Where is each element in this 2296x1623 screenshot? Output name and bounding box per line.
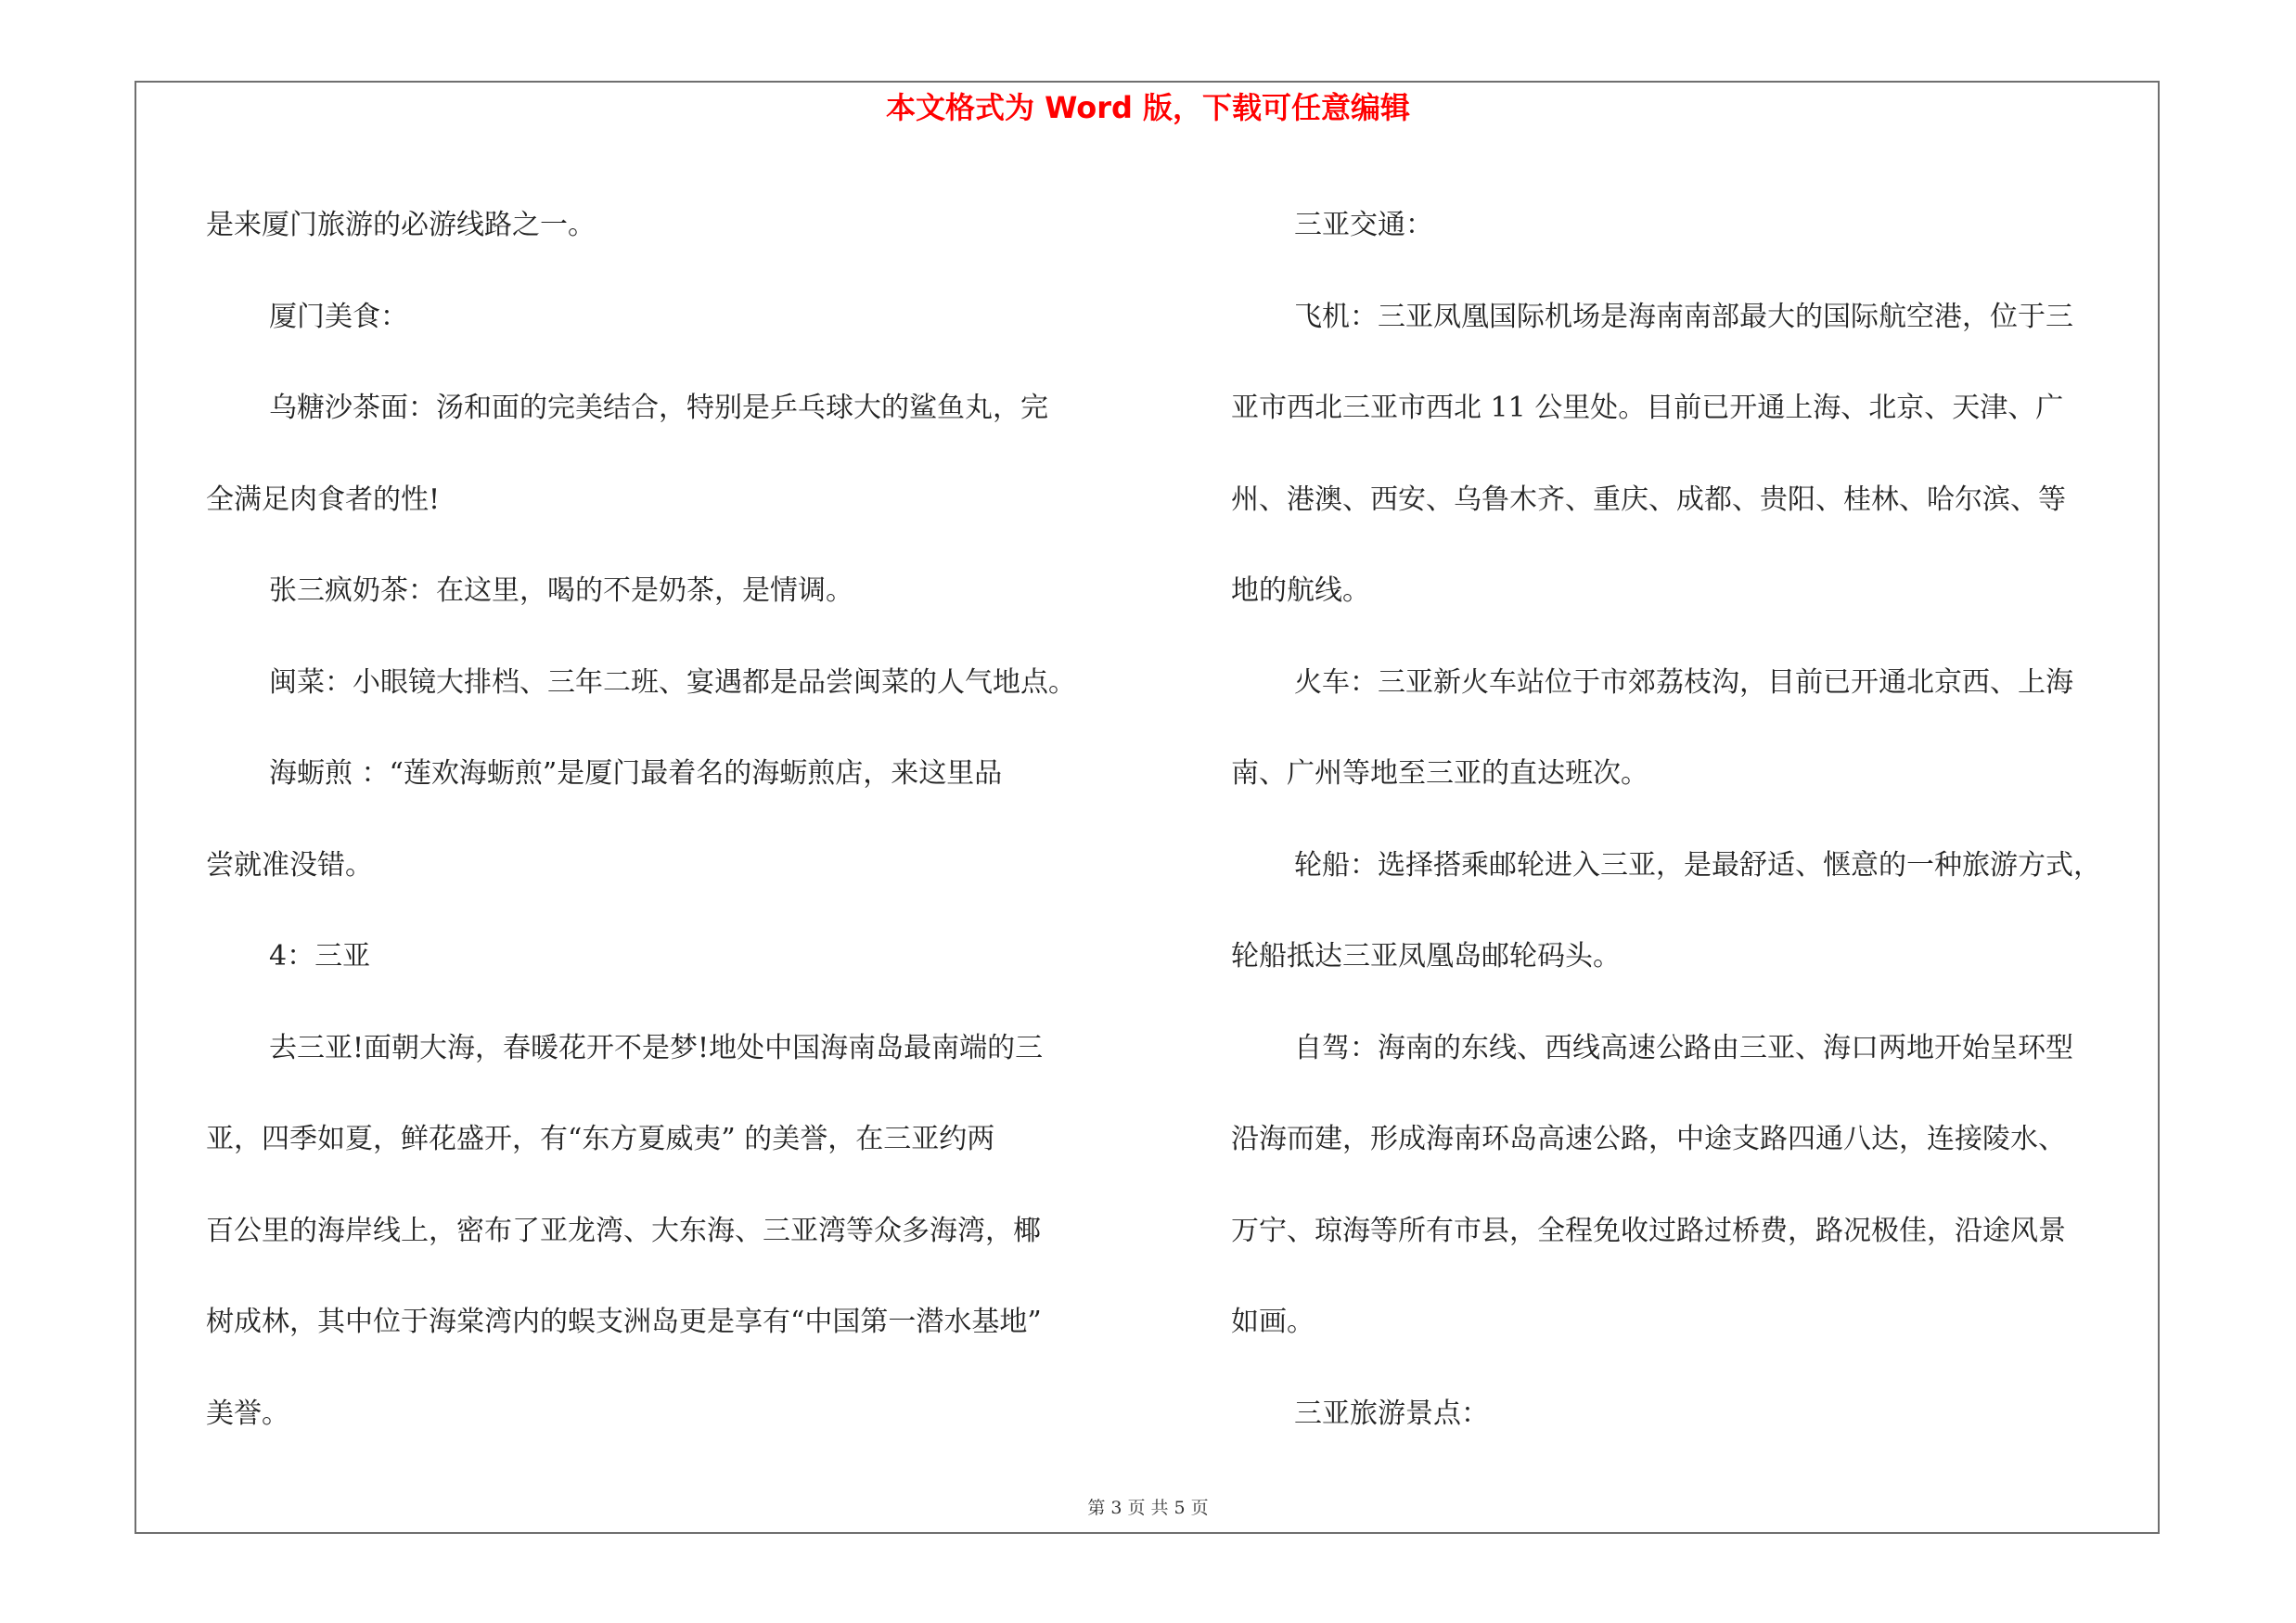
text-line: 飞机：三亚凤凰国际机场是海南南部最大的国际航空港，位于三 bbox=[1294, 300, 2073, 333]
page-header-notice: 本文格式为 Word 版，下载可任意编辑 bbox=[885, 90, 1411, 125]
footer-total-pages: 5 bbox=[1174, 1498, 1186, 1518]
text-line: 三亚交通： bbox=[1294, 209, 1433, 241]
text-line: 州、港澳、西安、乌鲁木齐、重庆、成都、贵阳、桂林、哈尔滨、等 bbox=[1231, 483, 2066, 516]
text-line: 海蛎煎 ：“莲欢海蛎煎”是厦门最着名的海蛎煎店，来这里品 bbox=[269, 757, 1003, 790]
text-line: 树成林，其中位于海棠湾内的蜈支洲岛更是享有“中国第一潜水基地” bbox=[206, 1306, 1042, 1338]
footer-suffix: 页 bbox=[1190, 1498, 1209, 1518]
text-line: 轮船抵达三亚凤凰岛邮轮码头。 bbox=[1231, 940, 1621, 973]
text-line: 自驾：海南的东线、西线高速公路由三亚、海口两地开始呈环型 bbox=[1294, 1031, 2073, 1064]
text-line: 尝就准没错。 bbox=[206, 848, 373, 882]
text-line: 百公里的海岸线上，密布了亚龙湾、大东海、三亚湾等众多海湾，椰 bbox=[206, 1214, 1041, 1247]
text-line: 去三亚!面朝大海，春暖花开不是梦!地处中国海南岛最南端的三 bbox=[269, 1031, 1044, 1064]
text-line: 轮船：选择搭乘邮轮进入三亚，是最舒适、惬意的一种旅游方式， bbox=[1294, 848, 2101, 882]
text-line: 火车：三亚新火车站位于市郊荔枝沟，目前已开通北京西、上海 bbox=[1294, 665, 2073, 699]
footer-page-number: 3 bbox=[1110, 1498, 1122, 1518]
left-column bbox=[206, 180, 1120, 1460]
text-line: 亚市西北三亚市西北 11 公里处。目前已开通上海、北京、天津、广 bbox=[1231, 392, 2064, 424]
text-line: 是来厦门旅游的必游线路之一。 bbox=[206, 209, 596, 241]
text-line: 南、广州等地至三亚的直达班次。 bbox=[1231, 757, 1648, 790]
footer-prefix: 第 bbox=[1087, 1498, 1106, 1518]
right-column bbox=[1231, 180, 2145, 1460]
page-footer bbox=[0, 1497, 2296, 1519]
text-line: 厦门美食： bbox=[269, 300, 408, 333]
text-line: 万宁、琼海等所有市县，全程免收过路过桥费，路况极佳，沿途风景 bbox=[1231, 1214, 2066, 1247]
text-line: 4：三亚 bbox=[269, 940, 371, 973]
text-line: 张三疯奶茶：在这里，喝的不是奶茶，是情调。 bbox=[269, 574, 853, 607]
text-line: 三亚旅游景点： bbox=[1294, 1397, 1489, 1430]
footer-mid: 页 共 bbox=[1127, 1498, 1169, 1518]
text-line: 亚，四季如夏，鲜花盛开，有“东方夏威夷” 的美誉，在三亚约两 bbox=[206, 1123, 995, 1155]
text-line: 美誉。 bbox=[206, 1397, 289, 1430]
text-line: 沿海而建，形成海南环岛高速公路，中途支路四通八达，连接陵水、 bbox=[1231, 1123, 2066, 1155]
text-line: 如画。 bbox=[1231, 1306, 1315, 1338]
text-line: 全满足肉食者的性! bbox=[206, 483, 441, 516]
text-line: 地的航线。 bbox=[1231, 574, 1370, 607]
text-line: 乌糖沙茶面：汤和面的完美结合，特别是乒乓球大的鲨鱼丸，完 bbox=[269, 392, 1048, 424]
text-line: 闽菜：小眼镜大排档、三年二班、宴遇都是品尝闽菜的人气地点。 bbox=[269, 665, 1076, 699]
